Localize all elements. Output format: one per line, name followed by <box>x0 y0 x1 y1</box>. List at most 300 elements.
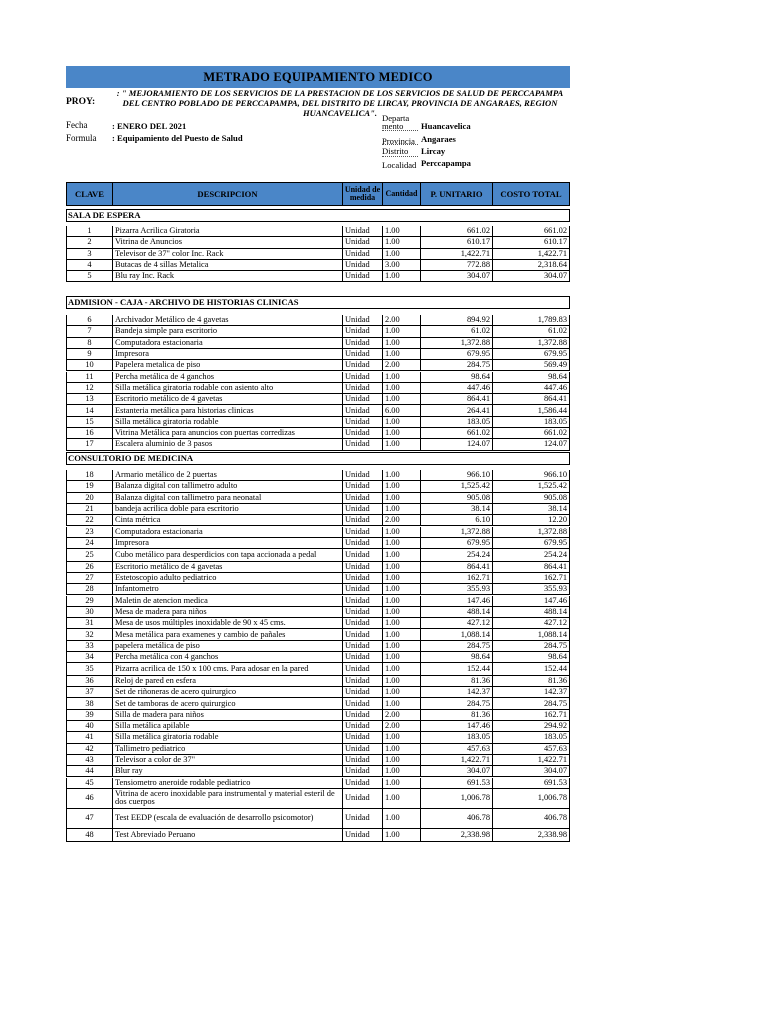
row-description: Papelera metalica de piso <box>112 360 342 371</box>
table-row <box>66 349 570 360</box>
row-description: Butacas de 4 sillas Metalica <box>112 260 342 271</box>
row-total: 355.93 <box>492 584 570 595</box>
row-total: 679.95 <box>492 349 570 360</box>
row-description: Armario metálico de 2 puertas <box>112 470 342 481</box>
row-unit-price: 162.71 <box>420 573 492 584</box>
row-clave: 40 <box>66 721 112 732</box>
row-unit-price: 1,088.14 <box>420 629 492 640</box>
row-total: 457.63 <box>492 744 570 755</box>
row-clave: 15 <box>66 417 112 428</box>
row-cantidad: 1.00 <box>382 809 420 829</box>
row-cantidad: 1.00 <box>382 326 420 337</box>
row-description: Escritorio metálico de 4 gavetas <box>112 394 342 405</box>
row-total: 1,422.71 <box>492 249 570 260</box>
row-description: bandeja acrilica doble para escritorio <box>112 504 342 515</box>
row-cantidad: 6.00 <box>382 405 420 416</box>
row-description: Infantometro <box>112 584 342 595</box>
fecha-value: : ENERO DEL 2021 <box>112 121 187 131</box>
row-total: 1,088.14 <box>492 629 570 640</box>
row-unidad: Unidad <box>342 721 382 732</box>
row-clave: 10 <box>66 360 112 371</box>
row-total: 488.14 <box>492 607 570 618</box>
row-total: 304.07 <box>492 766 570 777</box>
fecha-label: Fecha <box>66 120 88 130</box>
row-unidad: Unidad <box>342 417 382 428</box>
row-unidad: Unidad <box>342 481 382 492</box>
row-unit-price: 147.46 <box>420 721 492 732</box>
formula-label: Formula <box>66 133 97 143</box>
row-unidad: Unidad <box>342 260 382 271</box>
row-description: Impresora <box>112 349 342 360</box>
row-unit-price: 661.02 <box>420 226 492 237</box>
table-row <box>66 405 570 416</box>
row-clave: 34 <box>66 652 112 663</box>
row-unidad: Unidad <box>342 383 382 394</box>
row-unit-price: 2,338.98 <box>420 829 492 842</box>
row-description: papelera metálica de piso <box>112 641 342 652</box>
row-unit-price: 1,525.42 <box>420 481 492 492</box>
row-description: Maletin de atencion medica <box>112 596 342 607</box>
table-row <box>66 372 570 383</box>
row-unit-price: 183.05 <box>420 732 492 743</box>
row-cantidad: 1.00 <box>382 744 420 755</box>
row-cantidad: 1.00 <box>382 504 420 515</box>
distrito-label: Distrito <box>382 146 418 157</box>
row-total: 1,372.88 <box>492 527 570 538</box>
row-cantidad: 1.00 <box>382 493 420 504</box>
row-cantidad: 1.00 <box>382 584 420 595</box>
row-cantidad: 1.00 <box>382 562 420 573</box>
row-total: 124.07 <box>492 439 570 450</box>
row-clave: 42 <box>66 744 112 755</box>
row-description: Test EEDP (escala de evaluación de desarrollo psicomotor) <box>112 809 342 829</box>
row-clave: 19 <box>66 481 112 492</box>
row-unidad: Unidad <box>342 755 382 766</box>
row-total: 1,789.83 <box>492 315 570 326</box>
table-row <box>66 629 570 640</box>
row-clave: 20 <box>66 493 112 504</box>
row-description: Silla metálica giratoria rodable con asiento alto <box>112 383 342 394</box>
row-clave: 8 <box>66 338 112 349</box>
row-clave: 46 <box>66 789 112 809</box>
row-unit-price: 488.14 <box>420 607 492 618</box>
proy-label: PROY: <box>66 97 96 107</box>
row-unidad: Unidad <box>342 349 382 360</box>
table-row <box>66 504 570 515</box>
row-unidad: Unidad <box>342 549 382 562</box>
row-clave: 32 <box>66 629 112 640</box>
row-description: Archivador Metálico de 4 gavetas <box>112 315 342 326</box>
row-unidad: Unidad <box>342 687 382 698</box>
table-row <box>66 481 570 492</box>
row-total: 569.49 <box>492 360 570 371</box>
table-row <box>66 652 570 663</box>
table-row <box>66 260 570 271</box>
row-clave: 28 <box>66 584 112 595</box>
table-row <box>66 562 570 573</box>
row-description: Vitrina de acero inoxidable para instrumental y material esteril de dos cuerpos <box>112 789 342 809</box>
row-cantidad: 1.00 <box>382 698 420 709</box>
row-description: Set de tamboras de acero quirurgico <box>112 698 342 709</box>
table-row <box>66 315 570 326</box>
row-total: 864.41 <box>492 562 570 573</box>
row-unit-price: 124.07 <box>420 439 492 450</box>
row-clave: 45 <box>66 778 112 789</box>
row-unidad: Unidad <box>342 607 382 618</box>
row-unidad: Unidad <box>342 641 382 652</box>
row-unit-price: 427.12 <box>420 618 492 629</box>
row-description: Percha metálica de 4 ganchos <box>112 372 342 383</box>
table-row <box>66 676 570 687</box>
row-clave: 37 <box>66 687 112 698</box>
row-unit-price: 142.37 <box>420 687 492 698</box>
row-total: 679.95 <box>492 538 570 549</box>
row-description: Silla de madera para niños <box>112 710 342 721</box>
row-cantidad: 1.00 <box>382 470 420 481</box>
row-description: Escalera aluminio de 3 pasos <box>112 439 342 450</box>
row-clave: 24 <box>66 538 112 549</box>
row-clave: 25 <box>66 549 112 562</box>
row-cantidad: 1.00 <box>382 789 420 809</box>
row-total: 905.08 <box>492 493 570 504</box>
row-clave: 44 <box>66 766 112 777</box>
row-clave: 2 <box>66 237 112 248</box>
row-total: 966.10 <box>492 470 570 481</box>
header-descripcion: DESCRIPCION <box>113 183 343 205</box>
row-description: Blur ray <box>112 766 342 777</box>
table-row <box>66 809 570 829</box>
row-description: Silla metálica apilable <box>112 721 342 732</box>
provincia-value: Angaraes <box>421 134 456 144</box>
table-row <box>66 732 570 743</box>
row-unit-price: 679.95 <box>420 538 492 549</box>
section-header: SALA DE ESPERA <box>66 209 570 222</box>
formula-value: : Equipamiento del Puesto de Salud <box>112 133 243 143</box>
row-unit-price: 61.02 <box>420 326 492 337</box>
row-cantidad: 2.00 <box>382 515 420 526</box>
row-total: 61.02 <box>492 326 570 337</box>
row-clave: 47 <box>66 809 112 829</box>
row-unit-price: 1,372.88 <box>420 338 492 349</box>
table-row <box>66 573 570 584</box>
row-description: Blu ray Inc. Rack <box>112 271 342 282</box>
row-cantidad: 1.00 <box>382 249 420 260</box>
row-unidad: Unidad <box>342 226 382 237</box>
row-clave: 35 <box>66 663 112 676</box>
row-cantidad: 1.00 <box>382 481 420 492</box>
row-total: 38.14 <box>492 504 570 515</box>
table-row <box>66 439 570 450</box>
row-unit-price: 264.41 <box>420 405 492 416</box>
table-row <box>66 271 570 282</box>
table-row <box>66 538 570 549</box>
row-cantidad: 1.00 <box>382 607 420 618</box>
row-clave: 41 <box>66 732 112 743</box>
table-row <box>66 549 570 562</box>
row-clave: 12 <box>66 383 112 394</box>
row-unit-price: 905.08 <box>420 493 492 504</box>
row-total: 284.75 <box>492 698 570 709</box>
row-clave: 27 <box>66 573 112 584</box>
table-row <box>66 618 570 629</box>
row-unit-price: 691.53 <box>420 778 492 789</box>
row-total: 142.37 <box>492 687 570 698</box>
row-description: Estanteria metálica para historias clinicas <box>112 405 342 416</box>
row-total: 162.71 <box>492 710 570 721</box>
row-clave: 21 <box>66 504 112 515</box>
row-unit-price: 864.41 <box>420 394 492 405</box>
table-row <box>66 470 570 481</box>
row-unit-price: 98.64 <box>420 372 492 383</box>
row-cantidad: 1.00 <box>382 549 420 562</box>
row-unidad: Unidad <box>342 428 382 439</box>
row-total: 1,372.88 <box>492 338 570 349</box>
row-cantidad: 1.00 <box>382 829 420 842</box>
table-row <box>66 417 570 428</box>
row-unit-price: 81.36 <box>420 710 492 721</box>
row-cantidad: 1.00 <box>382 527 420 538</box>
row-cantidad: 1.00 <box>382 439 420 450</box>
row-clave: 39 <box>66 710 112 721</box>
section-header: ADMISION - CAJA - ARCHIVO DE HISTORIAS CLINICAS <box>66 296 570 309</box>
row-description: Reloj de pared en esfera <box>112 676 342 687</box>
row-clave: 6 <box>66 315 112 326</box>
table-row <box>66 326 570 337</box>
row-unit-price: 1,422.71 <box>420 755 492 766</box>
section-header: CONSULTORIO DE MEDICINA <box>66 452 570 465</box>
row-unit-price: 1,372.88 <box>420 527 492 538</box>
table-row <box>66 663 570 676</box>
row-unidad: Unidad <box>342 698 382 709</box>
table-row <box>66 766 570 777</box>
row-unidad: Unidad <box>342 326 382 337</box>
table-row <box>66 360 570 371</box>
row-unit-price: 447.46 <box>420 383 492 394</box>
row-unidad: Unidad <box>342 676 382 687</box>
row-total: 427.12 <box>492 618 570 629</box>
row-description: Mesa de usos múltiples inoxidable de 90 x 45 cms. <box>112 618 342 629</box>
row-clave: 1 <box>66 226 112 237</box>
row-unidad: Unidad <box>342 584 382 595</box>
row-clave: 4 <box>66 260 112 271</box>
row-unidad: Unidad <box>342 809 382 829</box>
header-pu: P. UNITARIO <box>421 183 493 205</box>
table-row <box>66 249 570 260</box>
row-unit-price: 610.17 <box>420 237 492 248</box>
table-row <box>66 493 570 504</box>
table-row <box>66 744 570 755</box>
row-description: Pizarra acrilica de 150 x 100 cms. Para adosar en la pared <box>112 663 342 676</box>
row-description: Balanza digital con tallimetro para neonatal <box>112 493 342 504</box>
row-description: Impresora <box>112 538 342 549</box>
row-cantidad: 1.00 <box>382 778 420 789</box>
row-cantidad: 2.00 <box>382 360 420 371</box>
row-cantidad: 1.00 <box>382 652 420 663</box>
row-clave: 18 <box>66 470 112 481</box>
row-total: 81.36 <box>492 676 570 687</box>
row-total: 1,006.78 <box>492 789 570 809</box>
row-unit-price: 457.63 <box>420 744 492 755</box>
row-cantidad: 1.00 <box>382 755 420 766</box>
row-total: 98.64 <box>492 372 570 383</box>
table-row <box>66 584 570 595</box>
row-unidad: Unidad <box>342 249 382 260</box>
row-cantidad: 1.00 <box>382 663 420 676</box>
row-description: Bandeja simple para escritorio <box>112 326 342 337</box>
row-unidad: Unidad <box>342 405 382 416</box>
document-title: METRADO EQUIPAMIENTO MEDICO <box>66 66 570 88</box>
row-unidad: Unidad <box>342 778 382 789</box>
row-clave: 48 <box>66 829 112 842</box>
row-description: Test Abreviado Peruano <box>112 829 342 842</box>
row-unidad: Unidad <box>342 372 382 383</box>
row-description: Vitrina Metálica para anuncios con puertas corredizas <box>112 428 342 439</box>
row-description: Computadora estacionaria <box>112 527 342 538</box>
row-clave: 30 <box>66 607 112 618</box>
row-unit-price: 894.92 <box>420 315 492 326</box>
row-unidad: Unidad <box>342 789 382 809</box>
row-total: 254.24 <box>492 549 570 562</box>
table-row <box>66 338 570 349</box>
row-description: Televisor de 37" color Inc. Rack <box>112 249 342 260</box>
row-clave: 26 <box>66 562 112 573</box>
row-unidad: Unidad <box>342 237 382 248</box>
row-unit-price: 38.14 <box>420 504 492 515</box>
row-unit-price: 661.02 <box>420 428 492 439</box>
row-description: Silla metálica giratoria rodable <box>112 417 342 428</box>
row-unidad: Unidad <box>342 439 382 450</box>
row-description: Computadora estacionaria <box>112 338 342 349</box>
table-header <box>66 182 570 206</box>
row-cantidad: 1.00 <box>382 687 420 698</box>
row-total: 284.75 <box>492 641 570 652</box>
table-row <box>66 596 570 607</box>
row-unidad: Unidad <box>342 493 382 504</box>
row-unit-price: 147.46 <box>420 596 492 607</box>
row-clave: 13 <box>66 394 112 405</box>
table-row <box>66 789 570 809</box>
row-description: Balanza digital con tallimetro adulto <box>112 481 342 492</box>
proy-text: : " MEJORAMIENTO DE LOS SERVICIOS DE LA PRESTACION DE LOS SERVICIOS DE SALUD DE PERCCAPAMPA DEL CENTRO POBLADO DE PERCCAPAMPA, DEL DISTRITO DE LIRCAY, PROVINCIA DE ANGARAES, REGION HUANCAVELICA". <box>116 88 564 118</box>
row-unidad: Unidad <box>342 629 382 640</box>
row-clave: 11 <box>66 372 112 383</box>
table-row <box>66 829 570 842</box>
row-unidad: Unidad <box>342 652 382 663</box>
row-unit-price: 406.78 <box>420 809 492 829</box>
row-unidad: Unidad <box>342 562 382 573</box>
row-total: 691.53 <box>492 778 570 789</box>
row-cantidad: 1.00 <box>382 732 420 743</box>
header-unidad: Unidad de medida <box>343 183 383 205</box>
row-description: Estetoscopio adulto pediatrico <box>112 573 342 584</box>
row-description: Cubo metálico para desperdicios con tapa accionada a pedal <box>112 549 342 562</box>
row-clave: 29 <box>66 596 112 607</box>
table-row <box>66 687 570 698</box>
row-cantidad: 1.00 <box>382 573 420 584</box>
row-unit-price: 6.10 <box>420 515 492 526</box>
row-unidad: Unidad <box>342 315 382 326</box>
row-unit-price: 355.93 <box>420 584 492 595</box>
row-unit-price: 284.75 <box>420 360 492 371</box>
departamento-label: Departa mento <box>382 114 418 131</box>
row-cantidad: 1.00 <box>382 338 420 349</box>
table-row <box>66 394 570 405</box>
row-total: 147.46 <box>492 596 570 607</box>
row-total: 183.05 <box>492 732 570 743</box>
row-cantidad: 3.00 <box>382 260 420 271</box>
row-unit-price: 1,422.71 <box>420 249 492 260</box>
row-cantidad: 1.00 <box>382 641 420 652</box>
row-cantidad: 1.00 <box>382 596 420 607</box>
localidad-value: Perccapampa <box>421 158 471 168</box>
row-unidad: Unidad <box>342 338 382 349</box>
row-unidad: Unidad <box>342 829 382 842</box>
row-clave: 16 <box>66 428 112 439</box>
row-unidad: Unidad <box>342 470 382 481</box>
row-clave: 33 <box>66 641 112 652</box>
row-clave: 43 <box>66 755 112 766</box>
row-unit-price: 284.75 <box>420 698 492 709</box>
row-unidad: Unidad <box>342 710 382 721</box>
row-unidad: Unidad <box>342 271 382 282</box>
row-unidad: Unidad <box>342 744 382 755</box>
row-cantidad: 1.00 <box>382 372 420 383</box>
row-unit-price: 183.05 <box>420 417 492 428</box>
row-description: Tallimetro pediatrico <box>112 744 342 755</box>
row-description: Televisor a color de 37" <box>112 755 342 766</box>
row-description: Pizarra Acrilica Giratoria <box>112 226 342 237</box>
row-description: Silla metálica giratoria rodable <box>112 732 342 743</box>
table-row <box>66 641 570 652</box>
table-row <box>66 515 570 526</box>
row-description: Cinta métrica <box>112 515 342 526</box>
row-unit-price: 679.95 <box>420 349 492 360</box>
row-total: 98.64 <box>492 652 570 663</box>
table-row <box>66 527 570 538</box>
row-unidad: Unidad <box>342 596 382 607</box>
row-total: 406.78 <box>492 809 570 829</box>
row-total: 12.20 <box>492 515 570 526</box>
table-row <box>66 778 570 789</box>
row-cantidad: 1.00 <box>382 271 420 282</box>
row-clave: 31 <box>66 618 112 629</box>
row-cantidad: 1.00 <box>382 618 420 629</box>
row-description: Mesa de madera para niños <box>112 607 342 618</box>
row-total: 2,318.64 <box>492 260 570 271</box>
row-total: 183.05 <box>492 417 570 428</box>
table-row <box>66 428 570 439</box>
row-unidad: Unidad <box>342 504 382 515</box>
row-description: Percha metálica con 4 ganchos <box>112 652 342 663</box>
row-total: 864.41 <box>492 394 570 405</box>
header-cantidad: Cantidad <box>383 183 421 205</box>
row-cantidad: 1.00 <box>382 428 420 439</box>
row-total: 294.92 <box>492 721 570 732</box>
row-unit-price: 98.64 <box>420 652 492 663</box>
row-total: 661.02 <box>492 428 570 439</box>
header-total: COSTO TOTAL <box>500 189 562 199</box>
row-cantidad: 1.00 <box>382 226 420 237</box>
row-unit-price: 81.36 <box>420 676 492 687</box>
row-cantidad: 1.00 <box>382 766 420 777</box>
row-unidad: Unidad <box>342 618 382 629</box>
row-cantidad: 1.00 <box>382 417 420 428</box>
provincia-label: Provincia <box>382 129 418 145</box>
row-description: Mesa metálica para examenes y cambio de pañales <box>112 629 342 640</box>
row-clave: 36 <box>66 676 112 687</box>
row-total: 304.07 <box>492 271 570 282</box>
row-unit-price: 966.10 <box>420 470 492 481</box>
